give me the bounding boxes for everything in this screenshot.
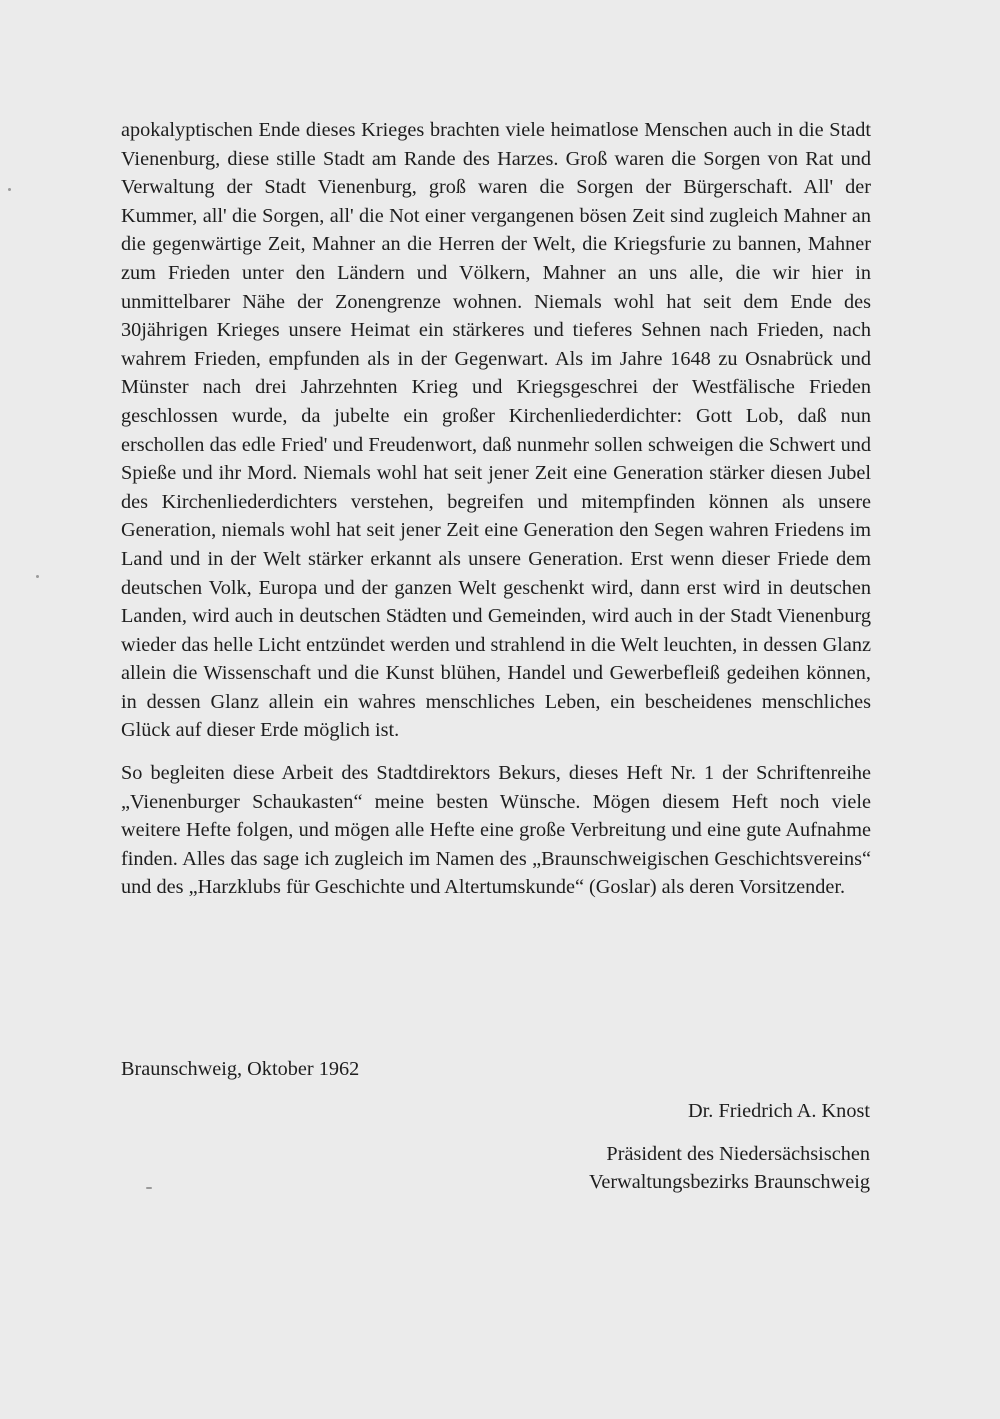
signatory-name: Dr. Friedrich A. Knost [688, 1100, 870, 1122]
dateline: Braunschweig, Oktober 1962 [121, 1058, 360, 1080]
paper-speck [36, 575, 39, 578]
signatory-title: Verwaltungsbezirks Braunschweig [588, 1171, 870, 1194]
paper-speck [8, 188, 11, 191]
paragraph: apokalyptischen Ende dieses Krieges brachten viele heimatlose Menschen auch in die Stadt Vienenburg, diese stille Stadt am Rande des Harzes. Groß waren die Sorgen von Rat und Verwaltung der Stadt Vienenburg, groß waren die Sorgen der Bürgerschaft. All' der Kummer, all' die Sorgen, all' die Not einer vergangenen bösen Zeit sind zugleich Mahner an die gegenwärtige Zeit, Mahner an die Herren der Welt, die Kriegsfurie zu bannen, Mahner zum Frieden unter den Ländern und Völkern, Mahner an uns alle, die wir hier in unmittelbarer Nähe der Zonengrenze wohnen. Niemals wohl hat seit dem Ende des 30jährigen Krieges unsere Heimat ein stärkeres und tieferes Sehnen nach Frieden, nach wahrem Frieden, empfunden als in der Gegenwart. Als im Jahre 1648 zu Osnabrück und Münster nach drei Jahrzehnten Krieg und Kriegsgeschrei der Westfälische Frieden geschlossen wurde, da jubelte ein großer Kirchenliederdichter: Gott Lob, daß nun erschollen das edle Fried' und Freudenwort, daß nunmehr sollen schweigen die Schwert und Spieße und ihr Mord. Niemals wohl hat seit jener Zeit eine Generation stärker diesen Jubel des Kirchenliederdichters verstehen, begreifen und mitempfinden können als unsere Generation, niemals wohl hat seit jener Zeit eine Generation den Segen wahren Friedens im Land und in der Welt stärker erkannt als unsere Generation. Erst wenn dieser Friede dem deutschen Volk, Europa und der ganzen Welt geschenkt wird, dann erst wird in deutschen Landen, wird auch in deutschen Städten und Gemeinden, wird auch in der Stadt Vienenburg wieder das helle Licht entzündet werden und strahlend in die Welt leuchten, in dessen Glanz allein die Wissenschaft und die Kunst blühen, Handel und Gewerbefleiß gedeihen können, in dessen Glanz allein ein wahres menschliches Leben, ein bescheidenes menschliches Glück auf dieser Erde möglich ist. [121, 119, 871, 742]
paper-speck [146, 1187, 152, 1189]
paragraph: So begleiten diese Arbeit des Stadtdirektors Bekurs, dieses Heft Nr. 1 der Schriftenreihe „Vienenburger Schaukasten“ meine besten Wünsche. Mögen diesem Heft noch viele weitere Hefte folgen, und mögen alle Hefte eine große Verbreitung und eine gute Aufnahme finden. Alles das sage ich zugleich im Namen des „Braunschweigischen Geschichtsvereins“ und des „Harzklubs für Geschichte und Altertumskunde“ (Goslar) als deren Vorsitzender. [121, 762, 871, 899]
signatory-title: Präsident des Niedersächsischen [606, 1142, 870, 1165]
body-text [121, 116, 871, 902]
signature-block [589, 1097, 870, 1197]
